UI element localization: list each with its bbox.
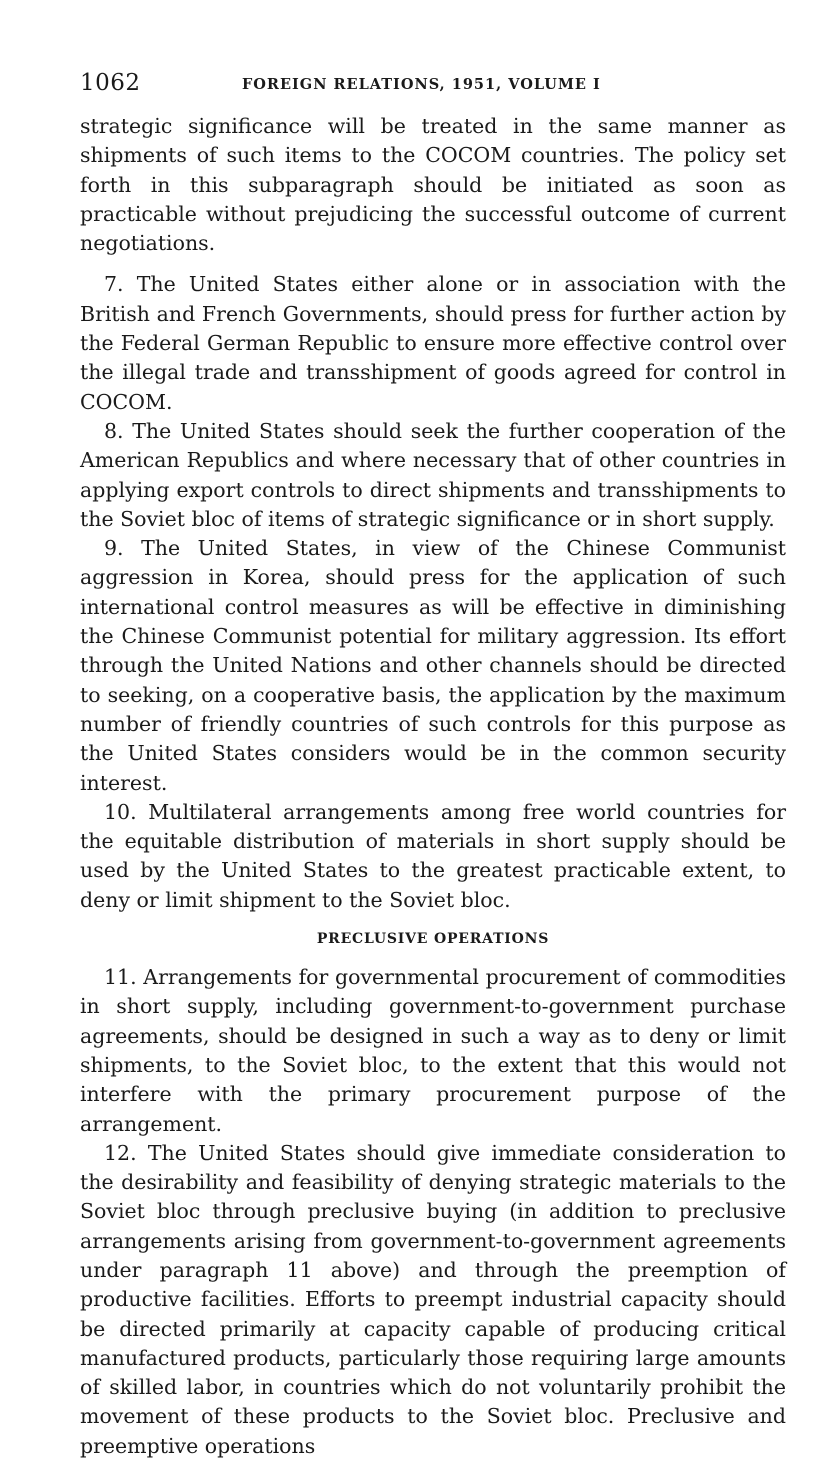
running-head-title: FOREIGN RELATIONS, 1951, VOLUME I <box>242 76 601 93</box>
paragraph-7: 7. The United States either alone or in association with the British and French Governments, should press for further action by the Federal German Republic to ensure more effective control over the illegal trade and transshipment of goods agreed for control in COCOM. <box>80 272 786 414</box>
paragraph-11: 11. Arrangements for governmental procurement of commodities in short supply, including government-to-government purchase agreements, should be designed in such a way as to deny or limit shipments, to the Soviet bloc, to the extent that this would not interfere with the primary procurement purpose of the arrangement. <box>80 965 786 1136</box>
section-heading: PRECLUSIVE OPERATIONS <box>316 931 550 948</box>
running-head <box>80 70 786 100</box>
paragraph-continued: strategic significance will be treated in the same manner as shipments of such items to the COCOM countries. The policy set forth in this subparagraph should be initiated as soon as practicable without prejudicing the successful outcome of current negotiations. <box>80 114 786 256</box>
page-number: 1062 <box>80 70 141 96</box>
paragraph-10: 10. Multilateral arrangements among free world countries for the equitable distribution of materials in short supply should be used by the United States to the greatest practicable extent, to deny or limit shipment to the Soviet bloc. <box>80 799 786 912</box>
paragraph-8: 8. The United States should seek the further cooperation of the American Republics and where necessary that of other countries in applying export controls to direct shipments and transshipments to the Soviet bloc of items of strategic significance or in short supply. <box>80 418 786 531</box>
document-page <box>80 70 786 1461</box>
paragraph-9: 9. The United States, in view of the Chinese Communist aggression in Korea, should press for the application of such international control measures as will be effective in diminishing the Chinese Communist potential for military aggression. Its effort through the United Nations and other channels should be directed to seeking, on a cooperative basis, the application by the maximum number of friendly countries of such controls for this purpose as the United States considers would be in the common security interest. <box>80 536 786 795</box>
paragraph-12: 12. The United States should give immediate consideration to the desirability and feasibility of denying strategic materials to the Soviet bloc through preclusive buying (in addition to preclusive arrangements arising from government-to-government agreements under paragraph 11 above) and through the preemption of productive facilities. Efforts to preempt industrial capacity should be directed primarily at capacity capable of producing critical manufactured products, particularly those requiring large amounts of skilled labor, in countries which do not voluntarily prohibit the movement of these products to the Soviet bloc. Preclusive and preemptive operations <box>80 1140 786 1458</box>
